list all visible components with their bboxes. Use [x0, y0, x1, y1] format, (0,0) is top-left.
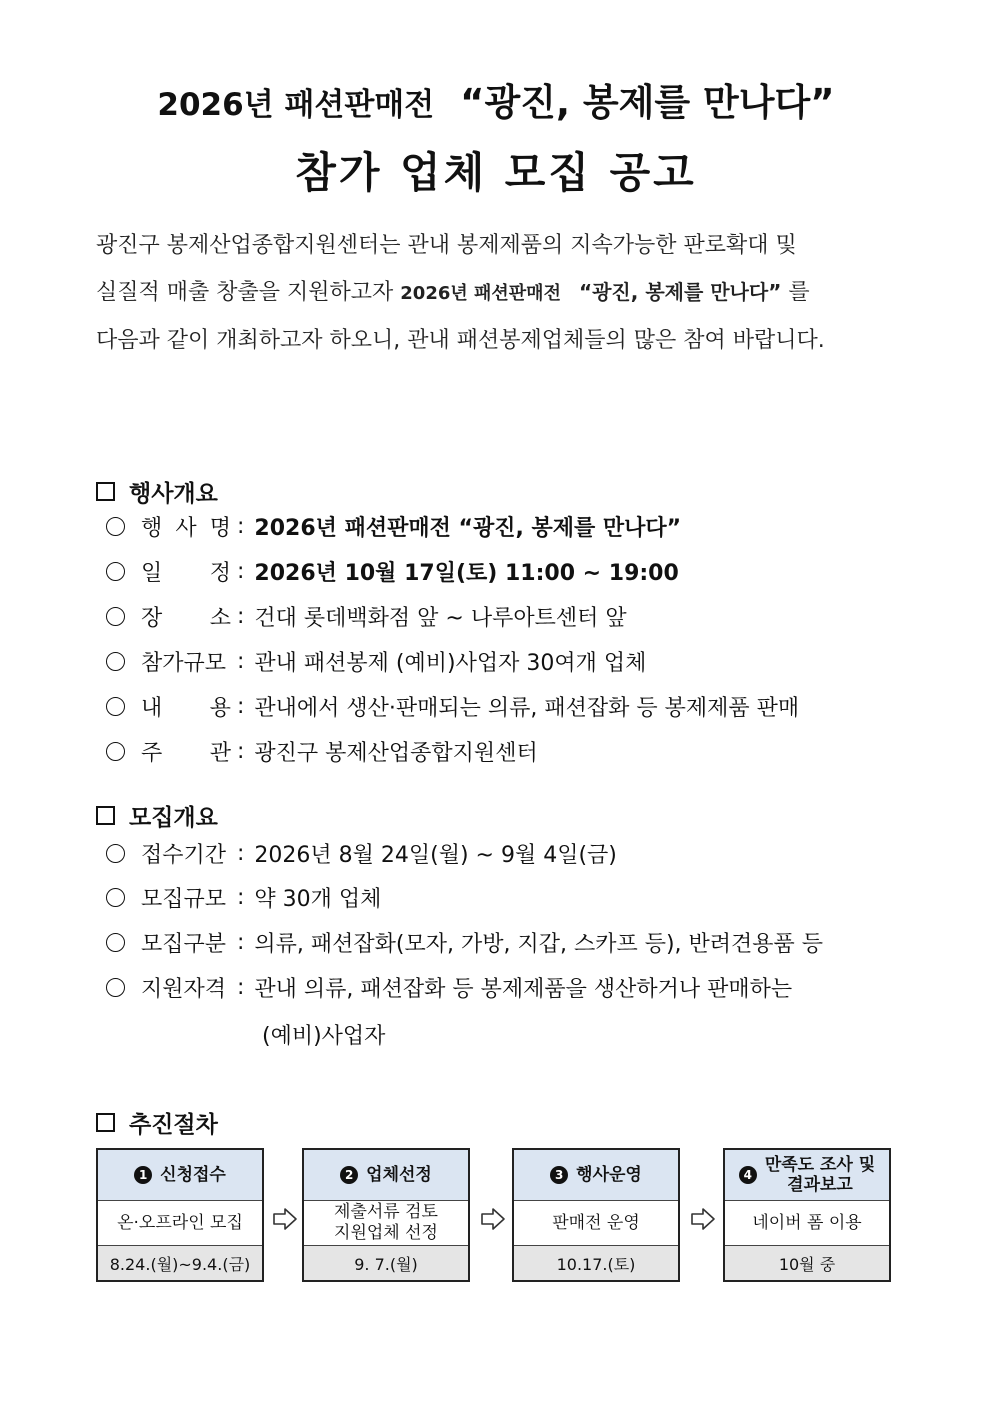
- item-label-char: 내: [141, 696, 163, 721]
- square-bullet-icon: [96, 482, 115, 501]
- intro-line-3: 다음과 같이 개최하고자 하오니, 관내 패션봉제업체들의 많은 참여 바랍니다.: [96, 328, 825, 353]
- title-prefix: 2026년 패션판매전: [157, 87, 435, 123]
- item-label: 접수기간: [141, 843, 227, 868]
- process-step-1: [96, 1148, 264, 1282]
- item-label: [141, 556, 231, 587]
- page-title: [0, 72, 992, 126]
- step-date: 9. 7.(월): [304, 1245, 468, 1280]
- step-number-badge: 1: [134, 1166, 152, 1184]
- colon-separator: :: [237, 604, 245, 629]
- item-value: 2026년 10월 17일(토) 11:00 ~ 19:00: [254, 561, 679, 586]
- step-body: 온·오프라인 모집: [98, 1201, 262, 1245]
- colon-separator: :: [237, 975, 245, 1000]
- item-label: [141, 646, 231, 677]
- item-value: 약 30개 업체: [254, 887, 382, 912]
- item-label-char: 주: [141, 741, 163, 766]
- item-value: 관내에서 생산·판매되는 의류, 패션잡화 등 봉제제품 판매: [254, 696, 800, 721]
- process-step-4: [723, 1148, 891, 1282]
- circle-bullet-icon: [106, 562, 125, 581]
- section-heading-process: 추진절차: [96, 1106, 218, 1139]
- intro-line-2-post: 를: [788, 280, 810, 305]
- recruit-item: [106, 882, 381, 913]
- item-label: 모집구분: [141, 932, 227, 957]
- step-header: [98, 1150, 262, 1201]
- overview-item: [106, 691, 799, 722]
- colon-separator: :: [237, 694, 245, 719]
- intro-highlight-event: 2026년 패션판매전: [400, 283, 561, 304]
- recruit-item: [106, 927, 823, 958]
- step-body: 판매전 운영: [514, 1201, 678, 1245]
- intro-line-2: [96, 269, 906, 317]
- step-body: 네이버 폼 이용: [725, 1201, 889, 1245]
- step-date: 10월 중: [725, 1245, 889, 1280]
- item-value: 건대 롯데백화점 앞 ~ 나루아트센터 앞: [254, 606, 627, 631]
- step-title: 만족도 조사 및 결과보고: [764, 1155, 876, 1195]
- circle-bullet-icon: [106, 652, 125, 671]
- item-label-char: 사: [175, 516, 197, 541]
- step-title: 행사운영: [576, 1165, 642, 1185]
- overview-item: [106, 556, 679, 587]
- item-label: [141, 691, 231, 722]
- recruit-eligibility-continuation: (예비)사업자: [262, 1024, 386, 1049]
- circle-bullet-icon: [106, 978, 125, 997]
- circle-bullet-icon: [106, 607, 125, 626]
- item-label-char: 장: [141, 606, 163, 631]
- hollow-right-arrow-icon: [690, 1207, 716, 1235]
- step-title: 업체선정: [366, 1165, 432, 1185]
- circle-bullet-icon: [106, 742, 125, 761]
- step-title: 신청접수: [160, 1165, 226, 1185]
- step-number-badge: 3: [550, 1166, 568, 1184]
- step-body: 제출서류 검토 지원업체 선정: [304, 1201, 468, 1245]
- overview-item: [106, 646, 646, 677]
- item-label: [141, 601, 231, 632]
- step-header: [514, 1150, 678, 1201]
- item-label: 지원자격: [141, 977, 227, 1002]
- item-label-char: 명: [209, 516, 231, 541]
- intro-line-1: 광진구 봉제산업종합지원센터는 관내 봉제제품의 지속가능한 판로확대 및: [96, 233, 797, 258]
- item-label-char: 행: [141, 516, 163, 541]
- circle-bullet-icon: [106, 697, 125, 716]
- step-header: [304, 1150, 468, 1201]
- intro-paragraph: [96, 222, 906, 364]
- overview-item: [106, 601, 627, 632]
- hollow-right-arrow-icon: [272, 1207, 298, 1235]
- item-label-char: 일: [141, 561, 163, 586]
- step-header: [725, 1150, 889, 1201]
- section-heading-recruit: 모집개요: [96, 799, 218, 832]
- step-number-badge: 4: [739, 1166, 757, 1184]
- item-label-char: 관: [209, 741, 231, 766]
- section-heading-overview: 행사개요: [96, 475, 218, 508]
- item-label: 모집규모: [141, 887, 227, 912]
- circle-bullet-icon: [106, 933, 125, 952]
- item-value: 광진구 봉제산업종합지원센터: [254, 741, 538, 766]
- colon-separator: :: [237, 885, 245, 910]
- process-step-2: [302, 1148, 470, 1282]
- item-label-char: 정: [209, 561, 231, 586]
- title-quote: “광진, 봉제를 만나다”: [460, 81, 835, 124]
- recruit-item: [106, 972, 792, 1003]
- item-value: 관내 패션봉제 (예비)사업자 30여개 업체: [254, 651, 647, 676]
- recruit-item: [106, 838, 617, 869]
- item-label-char: 소: [209, 606, 231, 631]
- colon-separator: :: [237, 649, 245, 674]
- colon-separator: :: [237, 739, 245, 764]
- step-date: 10.17.(토): [514, 1245, 678, 1280]
- page-subtitle: 참가 업체 모집 공고: [295, 148, 697, 197]
- item-label-char: 용: [209, 696, 231, 721]
- intro-line-2-pre: 실질적 매출 창출을 지원하고자: [96, 280, 394, 305]
- intro-highlight-quote: “광진, 봉제를 만나다”: [578, 280, 782, 304]
- colon-separator: :: [237, 514, 245, 539]
- overview-item: [106, 736, 538, 767]
- overview-item: [106, 511, 681, 542]
- colon-separator: :: [237, 930, 245, 955]
- process-step-3: [512, 1148, 680, 1282]
- item-value: 2026년 패션판매전 “광진, 봉제를 만나다”: [254, 516, 682, 541]
- hollow-right-arrow-icon: [480, 1207, 506, 1235]
- item-label-char: 참가규모: [141, 651, 227, 676]
- step-number-badge: 2: [340, 1166, 358, 1184]
- step-date: 8.24.(월)~9.4.(금): [98, 1245, 262, 1280]
- circle-bullet-icon: [106, 888, 125, 907]
- colon-separator: :: [237, 841, 245, 866]
- circle-bullet-icon: [106, 844, 125, 863]
- item-value: 의류, 패션잡화(모자, 가방, 지갑, 스카프 등), 반려견용품 등: [254, 932, 824, 957]
- colon-separator: :: [237, 559, 245, 584]
- item-value: 관내 의류, 패션잡화 등 봉제제품을 생산하거나 판매하는: [254, 977, 793, 1002]
- circle-bullet-icon: [106, 517, 125, 536]
- square-bullet-icon: [96, 1113, 115, 1132]
- square-bullet-icon: [96, 806, 115, 825]
- item-label: [141, 511, 231, 542]
- item-label: [141, 736, 231, 767]
- item-value: 2026년 8월 24일(월) ~ 9월 4일(금): [254, 843, 617, 868]
